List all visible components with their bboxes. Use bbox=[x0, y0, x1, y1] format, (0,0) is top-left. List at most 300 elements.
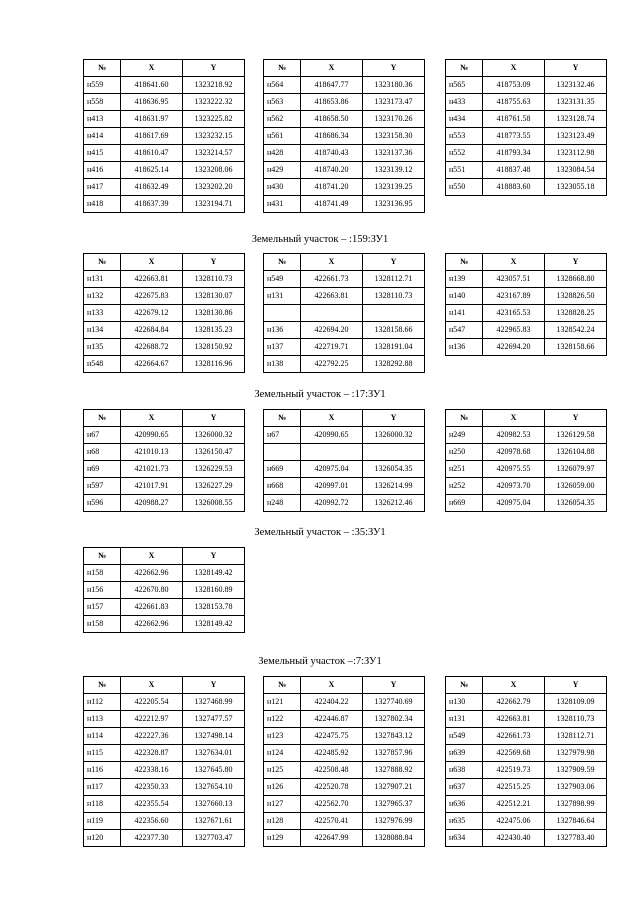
point-number-cell: н131 bbox=[446, 711, 483, 728]
point-number-cell: н68 bbox=[84, 444, 121, 461]
y-coordinate-cell: 1327498.14 bbox=[183, 728, 245, 745]
x-coordinate-cell: 418647.77 bbox=[301, 77, 363, 94]
x-coordinate-cell: 420992.72 bbox=[301, 495, 363, 512]
x-coordinate-cell: 422688.72 bbox=[121, 339, 183, 356]
column-header-number: № bbox=[84, 548, 121, 565]
y-coordinate-cell: 1328153.78 bbox=[183, 599, 245, 616]
point-number-cell: н133 bbox=[84, 305, 121, 322]
y-coordinate-cell: 1326227.29 bbox=[183, 478, 245, 495]
y-coordinate-cell: 1326212.46 bbox=[363, 495, 425, 512]
point-number-cell: н430 bbox=[264, 179, 301, 196]
y-coordinate-cell: 1323170.26 bbox=[363, 111, 425, 128]
point-number-cell: н429 bbox=[264, 162, 301, 179]
coordinate-table bbox=[263, 409, 425, 512]
point-number-cell: н134 bbox=[84, 322, 121, 339]
coordinate-table bbox=[83, 676, 245, 847]
point-number-cell: н669 bbox=[264, 461, 301, 478]
y-coordinate-cell: 1327843.12 bbox=[363, 728, 425, 745]
point-number-cell: н121 bbox=[264, 694, 301, 711]
point-number-cell: н157 bbox=[84, 599, 121, 616]
y-coordinate-cell: 1323084.54 bbox=[545, 162, 607, 179]
y-coordinate-cell: 1327654.10 bbox=[183, 779, 245, 796]
x-coordinate-cell: 420990.65 bbox=[121, 427, 183, 444]
column-header-y: Y bbox=[363, 254, 425, 271]
table-row bbox=[264, 478, 425, 495]
y-coordinate-cell: 1326054.35 bbox=[363, 461, 425, 478]
table-row bbox=[446, 461, 607, 478]
table-row bbox=[264, 128, 425, 145]
table-row bbox=[446, 179, 607, 196]
x-coordinate-cell: 418641.60 bbox=[121, 77, 183, 94]
table-row bbox=[84, 599, 245, 616]
x-coordinate-cell: 418741.49 bbox=[301, 196, 363, 213]
table-row bbox=[264, 694, 425, 711]
x-coordinate-cell: 421010.13 bbox=[121, 444, 183, 461]
x-coordinate-cell: 422792.25 bbox=[301, 356, 363, 373]
point-number-cell: н135 bbox=[84, 339, 121, 356]
column-header-x: X bbox=[301, 677, 363, 694]
table-header-row bbox=[84, 254, 245, 271]
point-number-cell: н638 bbox=[446, 762, 483, 779]
point-number-cell: н561 bbox=[264, 128, 301, 145]
x-coordinate-cell: 422570.41 bbox=[301, 813, 363, 830]
y-coordinate-cell: 1327703.47 bbox=[183, 830, 245, 847]
table-row bbox=[84, 813, 245, 830]
column-header-number: № bbox=[446, 410, 483, 427]
x-coordinate-cell: 423167.89 bbox=[483, 288, 545, 305]
y-coordinate-cell: 1328826.50 bbox=[545, 288, 607, 305]
x-coordinate-cell: 420997.01 bbox=[301, 478, 363, 495]
column-header-number: № bbox=[446, 677, 483, 694]
point-number-cell: н551 bbox=[446, 162, 483, 179]
coordinate-table bbox=[445, 59, 607, 196]
table-row bbox=[446, 94, 607, 111]
y-coordinate-cell: 1326000.32 bbox=[363, 427, 425, 444]
point-number-cell: н669 bbox=[446, 495, 483, 512]
y-coordinate-cell: 1323112.98 bbox=[545, 145, 607, 162]
column-header-y: Y bbox=[363, 410, 425, 427]
table-row bbox=[84, 339, 245, 356]
section-heading: Земельный участок – :35:ЗУ1 bbox=[254, 527, 386, 538]
x-coordinate-cell: 422430.40 bbox=[483, 830, 545, 847]
table-row bbox=[446, 128, 607, 145]
y-coordinate-cell: 1328542.24 bbox=[545, 322, 607, 339]
column-header-x: X bbox=[483, 60, 545, 77]
x-coordinate-cell: 418740.43 bbox=[301, 145, 363, 162]
table-row bbox=[264, 322, 425, 339]
coordinate-table bbox=[263, 253, 425, 373]
point-number-cell: н67 bbox=[84, 427, 121, 444]
coordinate-table bbox=[445, 676, 607, 847]
y-coordinate-cell: 1328668.80 bbox=[545, 271, 607, 288]
table-row bbox=[264, 94, 425, 111]
y-coordinate-cell: 1328116.96 bbox=[183, 356, 245, 373]
x-coordinate-cell: 422205.54 bbox=[121, 694, 183, 711]
y-coordinate-cell: 1323194.71 bbox=[183, 196, 245, 213]
y-coordinate-cell: 1328149.42 bbox=[183, 616, 245, 633]
x-coordinate-cell: 422356.60 bbox=[121, 813, 183, 830]
table-row bbox=[446, 444, 607, 461]
table-row bbox=[84, 616, 245, 633]
table-row bbox=[446, 694, 607, 711]
y-coordinate-cell: 1326079.97 bbox=[545, 461, 607, 478]
table-row bbox=[84, 77, 245, 94]
column-header-y: Y bbox=[183, 677, 245, 694]
table-row bbox=[84, 196, 245, 213]
point-number-cell: н552 bbox=[446, 145, 483, 162]
point-number-cell: н141 bbox=[446, 305, 483, 322]
x-coordinate-cell: 422663.81 bbox=[483, 711, 545, 728]
point-number-cell: н131 bbox=[84, 271, 121, 288]
x-coordinate-cell: 418636.95 bbox=[121, 94, 183, 111]
table-header-row bbox=[446, 60, 607, 77]
point-number-cell: н249 bbox=[446, 427, 483, 444]
table-header-row bbox=[264, 677, 425, 694]
y-coordinate-cell: 1323131.35 bbox=[545, 94, 607, 111]
point-number-cell: н114 bbox=[84, 728, 121, 745]
point-number-cell: н431 bbox=[264, 196, 301, 213]
y-coordinate-cell: 1326059.00 bbox=[545, 478, 607, 495]
table-row bbox=[264, 145, 425, 162]
table-row bbox=[264, 762, 425, 779]
column-header-x: X bbox=[301, 410, 363, 427]
y-coordinate-cell: 1328130.07 bbox=[183, 288, 245, 305]
x-coordinate-cell: 422485.92 bbox=[301, 745, 363, 762]
y-coordinate-cell: 1327903.06 bbox=[545, 779, 607, 796]
x-coordinate-cell: 422338.16 bbox=[121, 762, 183, 779]
column-header-number: № bbox=[84, 60, 121, 77]
point-number-cell: н639 bbox=[446, 745, 483, 762]
table-header-row bbox=[84, 410, 245, 427]
x-coordinate-cell: 418837.48 bbox=[483, 162, 545, 179]
point-number-cell: н119 bbox=[84, 813, 121, 830]
table-header-row bbox=[264, 410, 425, 427]
column-header-number: № bbox=[84, 410, 121, 427]
table-row bbox=[264, 461, 425, 478]
point-number-cell: н126 bbox=[264, 779, 301, 796]
y-coordinate-cell: 1323158.30 bbox=[363, 128, 425, 145]
column-header-x: X bbox=[483, 254, 545, 271]
table-row bbox=[446, 796, 607, 813]
column-header-x: X bbox=[483, 677, 545, 694]
section-heading: Земельный участок – :17:ЗУ1 bbox=[254, 389, 386, 400]
x-coordinate-cell: 418617.69 bbox=[121, 128, 183, 145]
x-coordinate-cell: 418883.60 bbox=[483, 179, 545, 196]
point-number-cell: н69 bbox=[84, 461, 121, 478]
x-coordinate-cell: 418686.34 bbox=[301, 128, 363, 145]
table-header-row bbox=[264, 60, 425, 77]
point-number-cell: н132 bbox=[84, 288, 121, 305]
y-coordinate-cell: 1328150.92 bbox=[183, 339, 245, 356]
point-number-cell: н130 bbox=[446, 694, 483, 711]
point-number-cell: н113 bbox=[84, 711, 121, 728]
y-coordinate-cell: 1328158.66 bbox=[363, 322, 425, 339]
table-row bbox=[264, 444, 425, 461]
table-row bbox=[446, 813, 607, 830]
table-row bbox=[446, 830, 607, 847]
y-coordinate-cell: 1328158.66 bbox=[545, 339, 607, 356]
y-coordinate-cell: 1327979.98 bbox=[545, 745, 607, 762]
y-coordinate-cell: 1328088.84 bbox=[363, 830, 425, 847]
table-header-row bbox=[84, 548, 245, 565]
x-coordinate-cell: 422355.54 bbox=[121, 796, 183, 813]
table-row bbox=[264, 77, 425, 94]
table-row bbox=[264, 179, 425, 196]
x-coordinate-cell: 418610.47 bbox=[121, 145, 183, 162]
table-row bbox=[84, 128, 245, 145]
point-number-cell: н125 bbox=[264, 762, 301, 779]
x-coordinate-cell: 422475.06 bbox=[483, 813, 545, 830]
section-heading: Земельный участок – :159:ЗУ1 bbox=[251, 234, 389, 245]
y-coordinate-cell: 1327976.99 bbox=[363, 813, 425, 830]
y-coordinate-cell: 1326129.58 bbox=[545, 427, 607, 444]
table-row bbox=[264, 111, 425, 128]
point-number-cell: н597 bbox=[84, 478, 121, 495]
column-header-y: Y bbox=[545, 254, 607, 271]
y-coordinate-cell bbox=[363, 444, 425, 461]
point-number-cell: н428 bbox=[264, 145, 301, 162]
y-coordinate-cell: 1323132.46 bbox=[545, 77, 607, 94]
point-number-cell: н136 bbox=[446, 339, 483, 356]
table-header-row bbox=[264, 254, 425, 271]
coordinate-table bbox=[83, 409, 245, 512]
y-coordinate-cell: 1326229.53 bbox=[183, 461, 245, 478]
x-coordinate-cell: 422350.33 bbox=[121, 779, 183, 796]
x-coordinate-cell: 421017.91 bbox=[121, 478, 183, 495]
x-coordinate-cell: 418632.49 bbox=[121, 179, 183, 196]
table-row bbox=[446, 271, 607, 288]
y-coordinate-cell: 1327846.64 bbox=[545, 813, 607, 830]
x-coordinate-cell: 418631.97 bbox=[121, 111, 183, 128]
table-row bbox=[446, 427, 607, 444]
table-row bbox=[84, 162, 245, 179]
y-coordinate-cell: 1328160.89 bbox=[183, 582, 245, 599]
x-coordinate-cell: 422512.21 bbox=[483, 796, 545, 813]
table-row bbox=[264, 779, 425, 796]
point-number-cell: н547 bbox=[446, 322, 483, 339]
x-coordinate-cell: 422670.80 bbox=[121, 582, 183, 599]
y-coordinate-cell: 1327660.13 bbox=[183, 796, 245, 813]
table-row bbox=[446, 339, 607, 356]
point-number-cell: н252 bbox=[446, 478, 483, 495]
x-coordinate-cell: 418755.63 bbox=[483, 94, 545, 111]
point-number-cell: н117 bbox=[84, 779, 121, 796]
table-row bbox=[264, 271, 425, 288]
column-header-number: № bbox=[264, 60, 301, 77]
table-row bbox=[264, 495, 425, 512]
table-row bbox=[446, 305, 607, 322]
x-coordinate-cell: 418625.14 bbox=[121, 162, 183, 179]
point-number-cell bbox=[264, 305, 301, 322]
point-number-cell: н127 bbox=[264, 796, 301, 813]
x-coordinate-cell: 422520.78 bbox=[301, 779, 363, 796]
x-coordinate-cell: 422446.87 bbox=[301, 711, 363, 728]
x-coordinate-cell: 422675.83 bbox=[121, 288, 183, 305]
table-row bbox=[84, 179, 245, 196]
column-header-number: № bbox=[84, 677, 121, 694]
y-coordinate-cell bbox=[363, 305, 425, 322]
table-row bbox=[446, 288, 607, 305]
point-number-cell: н129 bbox=[264, 830, 301, 847]
column-header-y: Y bbox=[363, 677, 425, 694]
table-row bbox=[264, 728, 425, 745]
table-row bbox=[84, 427, 245, 444]
x-coordinate-cell: 422569.68 bbox=[483, 745, 545, 762]
x-coordinate-cell: 422662.79 bbox=[483, 694, 545, 711]
x-coordinate-cell: 420973.70 bbox=[483, 478, 545, 495]
y-coordinate-cell: 1327907.21 bbox=[363, 779, 425, 796]
table-row bbox=[264, 830, 425, 847]
point-number-cell: н251 bbox=[446, 461, 483, 478]
x-coordinate-cell: 422662.96 bbox=[121, 616, 183, 633]
x-coordinate-cell: 422562.70 bbox=[301, 796, 363, 813]
x-coordinate-cell bbox=[301, 444, 363, 461]
point-number-cell: н634 bbox=[446, 830, 483, 847]
table-row bbox=[446, 745, 607, 762]
y-coordinate-cell: 1328110.73 bbox=[363, 288, 425, 305]
point-number-cell: н548 bbox=[84, 356, 121, 373]
table-row bbox=[84, 711, 245, 728]
x-coordinate-cell: 422647.99 bbox=[301, 830, 363, 847]
point-number-cell: н553 bbox=[446, 128, 483, 145]
y-coordinate-cell: 1323180.36 bbox=[363, 77, 425, 94]
column-header-number: № bbox=[446, 60, 483, 77]
column-header-x: X bbox=[121, 60, 183, 77]
point-number-cell: н120 bbox=[84, 830, 121, 847]
y-coordinate-cell: 1328149.42 bbox=[183, 565, 245, 582]
table-header-row bbox=[446, 254, 607, 271]
point-number-cell: н156 bbox=[84, 582, 121, 599]
x-coordinate-cell: 418773.55 bbox=[483, 128, 545, 145]
point-number-cell: н434 bbox=[446, 111, 483, 128]
table-row bbox=[84, 356, 245, 373]
table-row bbox=[446, 111, 607, 128]
point-number-cell: н549 bbox=[446, 728, 483, 745]
table-row bbox=[84, 288, 245, 305]
point-number-cell: н67 bbox=[264, 427, 301, 444]
y-coordinate-cell: 1328110.73 bbox=[545, 711, 607, 728]
column-header-number: № bbox=[264, 254, 301, 271]
y-coordinate-cell: 1327965.37 bbox=[363, 796, 425, 813]
y-coordinate-cell: 1323208.06 bbox=[183, 162, 245, 179]
y-coordinate-cell: 1326000.32 bbox=[183, 427, 245, 444]
point-number-cell: н564 bbox=[264, 77, 301, 94]
coordinate-table bbox=[83, 59, 245, 213]
y-coordinate-cell: 1328135.23 bbox=[183, 322, 245, 339]
table-row bbox=[264, 305, 425, 322]
table-row bbox=[84, 728, 245, 745]
point-number-cell: н668 bbox=[264, 478, 301, 495]
x-coordinate-cell: 422719.71 bbox=[301, 339, 363, 356]
y-coordinate-cell: 1323214.57 bbox=[183, 145, 245, 162]
table-row bbox=[264, 745, 425, 762]
point-number-cell: н124 bbox=[264, 745, 301, 762]
x-coordinate-cell: 422965.83 bbox=[483, 322, 545, 339]
y-coordinate-cell: 1327857.96 bbox=[363, 745, 425, 762]
x-coordinate-cell: 422661.73 bbox=[301, 271, 363, 288]
x-coordinate-cell: 421021.73 bbox=[121, 461, 183, 478]
x-coordinate-cell: 420975.55 bbox=[483, 461, 545, 478]
point-number-cell: н635 bbox=[446, 813, 483, 830]
x-coordinate-cell: 420990.65 bbox=[301, 427, 363, 444]
point-number-cell: н562 bbox=[264, 111, 301, 128]
x-coordinate-cell: 420982.53 bbox=[483, 427, 545, 444]
y-coordinate-cell: 1323139.25 bbox=[363, 179, 425, 196]
x-coordinate-cell: 420975.04 bbox=[301, 461, 363, 478]
point-number-cell: н596 bbox=[84, 495, 121, 512]
point-number-cell: н138 bbox=[264, 356, 301, 373]
y-coordinate-cell: 1328112.71 bbox=[545, 728, 607, 745]
y-coordinate-cell: 1323137.36 bbox=[363, 145, 425, 162]
column-header-x: X bbox=[121, 254, 183, 271]
y-coordinate-cell: 1323055.18 bbox=[545, 179, 607, 196]
table-row bbox=[264, 162, 425, 179]
point-number-cell: н139 bbox=[446, 271, 483, 288]
y-coordinate-cell: 1327671.61 bbox=[183, 813, 245, 830]
x-coordinate-cell: 422694.20 bbox=[483, 339, 545, 356]
section-heading: Земельный участок –:7:ЗУ1 bbox=[258, 656, 382, 667]
point-number-cell: н414 bbox=[84, 128, 121, 145]
table-row bbox=[264, 813, 425, 830]
point-number-cell: н559 bbox=[84, 77, 121, 94]
table-row bbox=[446, 322, 607, 339]
table-row bbox=[84, 461, 245, 478]
table-row bbox=[84, 444, 245, 461]
column-header-y: Y bbox=[545, 677, 607, 694]
table-row bbox=[264, 356, 425, 373]
y-coordinate-cell: 1327898.99 bbox=[545, 796, 607, 813]
table-row bbox=[84, 830, 245, 847]
point-number-cell: н112 bbox=[84, 694, 121, 711]
y-coordinate-cell: 1323218.92 bbox=[183, 77, 245, 94]
point-number-cell: н413 bbox=[84, 111, 121, 128]
x-coordinate-cell: 418637.39 bbox=[121, 196, 183, 213]
x-coordinate-cell: 418793.34 bbox=[483, 145, 545, 162]
column-header-y: Y bbox=[183, 254, 245, 271]
table-row bbox=[84, 694, 245, 711]
x-coordinate-cell: 422662.96 bbox=[121, 565, 183, 582]
x-coordinate-cell: 422475.75 bbox=[301, 728, 363, 745]
column-header-x: X bbox=[301, 254, 363, 271]
x-coordinate-cell: 423057.51 bbox=[483, 271, 545, 288]
x-coordinate-cell: 420988.27 bbox=[121, 495, 183, 512]
x-coordinate-cell: 420975.04 bbox=[483, 495, 545, 512]
y-coordinate-cell: 1327888.92 bbox=[363, 762, 425, 779]
column-header-number: № bbox=[264, 677, 301, 694]
y-coordinate-cell: 1327645.80 bbox=[183, 762, 245, 779]
y-coordinate-cell: 1326150.47 bbox=[183, 444, 245, 461]
y-coordinate-cell: 1328112.71 bbox=[363, 271, 425, 288]
table-row bbox=[446, 762, 607, 779]
point-number-cell: н137 bbox=[264, 339, 301, 356]
coordinate-table bbox=[445, 409, 607, 512]
point-number-cell: н250 bbox=[446, 444, 483, 461]
coordinate-table bbox=[83, 547, 245, 633]
x-coordinate-cell: 418658.50 bbox=[301, 111, 363, 128]
y-coordinate-cell: 1328828.25 bbox=[545, 305, 607, 322]
point-number-cell: н565 bbox=[446, 77, 483, 94]
y-coordinate-cell: 1327740.69 bbox=[363, 694, 425, 711]
table-row bbox=[264, 711, 425, 728]
x-coordinate-cell: 422377.30 bbox=[121, 830, 183, 847]
coordinate-table bbox=[83, 253, 245, 373]
point-number-cell: н418 bbox=[84, 196, 121, 213]
x-coordinate-cell: 420978.68 bbox=[483, 444, 545, 461]
table-row bbox=[264, 796, 425, 813]
x-coordinate-cell: 422684.84 bbox=[121, 322, 183, 339]
table-row bbox=[446, 478, 607, 495]
point-number-cell: н131 bbox=[264, 288, 301, 305]
